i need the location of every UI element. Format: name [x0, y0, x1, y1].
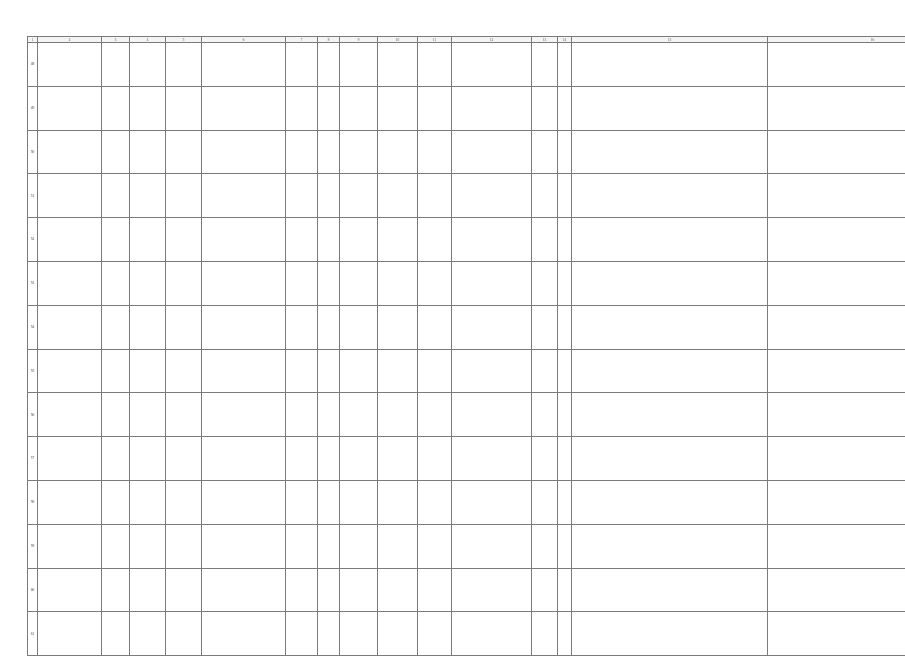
- table-cell: [340, 130, 378, 174]
- table-cell: [38, 480, 102, 524]
- column-number-cell: 14: [558, 37, 572, 43]
- table-cell: [532, 174, 558, 218]
- row-number-cell: 61: [28, 612, 38, 656]
- table-cell: [558, 43, 572, 87]
- table-cell: [38, 305, 102, 349]
- table-cell: [102, 86, 130, 130]
- table-cell: [130, 174, 166, 218]
- table-cell: [378, 218, 418, 262]
- table-row: [28, 393, 905, 437]
- table-cell: [452, 524, 532, 568]
- table-cell: [532, 218, 558, 262]
- table-cell: [166, 174, 202, 218]
- table-cell: [202, 130, 286, 174]
- table-cell: [452, 43, 532, 87]
- table-cell: [768, 524, 905, 568]
- table-cell: [38, 568, 102, 612]
- table-cell: [166, 43, 202, 87]
- table-cell: [558, 612, 572, 656]
- table-cell: [130, 568, 166, 612]
- table-cell: [286, 86, 318, 130]
- table-cell: [418, 218, 452, 262]
- table-cell: [532, 524, 558, 568]
- table-cell: [318, 305, 340, 349]
- table-cell: [38, 218, 102, 262]
- table-cell: [418, 612, 452, 656]
- table-cell: [768, 393, 905, 437]
- table-cell: [572, 43, 768, 87]
- table-cell: [452, 349, 532, 393]
- row-number-cell: 55: [28, 349, 38, 393]
- table-cell: [418, 305, 452, 349]
- table-cell: [318, 349, 340, 393]
- table-cell: [532, 480, 558, 524]
- table-cell: [378, 393, 418, 437]
- table-cell: [768, 349, 905, 393]
- table-cell: [202, 261, 286, 305]
- table-cell: [452, 218, 532, 262]
- table-cell: [102, 43, 130, 87]
- table-row: [28, 305, 905, 349]
- table-row: [28, 130, 905, 174]
- table-cell: [572, 480, 768, 524]
- table-cell: [768, 568, 905, 612]
- table-cell: [452, 393, 532, 437]
- table-cell: [768, 174, 905, 218]
- table-cell: [130, 349, 166, 393]
- table-cell: [418, 568, 452, 612]
- table-cell: [102, 349, 130, 393]
- table-cell: [38, 437, 102, 481]
- table-cell: [166, 130, 202, 174]
- table-cell: [202, 43, 286, 87]
- table-cell: [340, 174, 378, 218]
- table-cell: [768, 261, 905, 305]
- table-cell: [130, 393, 166, 437]
- table-cell: [340, 393, 378, 437]
- table-cell: [768, 437, 905, 481]
- table-cell: [286, 43, 318, 87]
- table-cell: [38, 261, 102, 305]
- table-cell: [572, 568, 768, 612]
- table-cell: [130, 130, 166, 174]
- table-cell: [38, 349, 102, 393]
- table-cell: [768, 218, 905, 262]
- table-row: [28, 174, 905, 218]
- table-cell: [452, 612, 532, 656]
- table-cell: [378, 612, 418, 656]
- table-cell: [532, 568, 558, 612]
- table-cell: [378, 43, 418, 87]
- table-cell: [418, 130, 452, 174]
- table-cell: [166, 612, 202, 656]
- table-body: [28, 37, 905, 656]
- table-cell: [572, 261, 768, 305]
- table-cell: [286, 524, 318, 568]
- table-cell: [418, 393, 452, 437]
- table-cell: [452, 305, 532, 349]
- table-cell: [378, 524, 418, 568]
- table-cell: [378, 86, 418, 130]
- table-cell: [202, 218, 286, 262]
- row-number-cell: 48: [28, 43, 38, 87]
- table-cell: [452, 568, 532, 612]
- table-cell: [572, 130, 768, 174]
- table-row: [28, 524, 905, 568]
- table-cell: [572, 612, 768, 656]
- table-cell: [378, 480, 418, 524]
- table-cell: [558, 305, 572, 349]
- table-cell: [286, 174, 318, 218]
- table-cell: [130, 305, 166, 349]
- column-number-cell: 7: [286, 37, 318, 43]
- table-cell: [558, 437, 572, 481]
- table-cell: [340, 218, 378, 262]
- table-cell: [166, 393, 202, 437]
- table-cell: [532, 43, 558, 87]
- table-cell: [340, 349, 378, 393]
- table-cell: [532, 130, 558, 174]
- table-cell: [558, 480, 572, 524]
- row-number-cell: 60: [28, 568, 38, 612]
- table-cell: [202, 86, 286, 130]
- table-cell: [130, 480, 166, 524]
- table-cell: [166, 218, 202, 262]
- table-cell: [340, 305, 378, 349]
- table-cell: [202, 393, 286, 437]
- table-cell: [102, 568, 130, 612]
- column-number-cell: 4: [130, 37, 166, 43]
- table-cell: [286, 305, 318, 349]
- table-cell: [318, 130, 340, 174]
- table-cell: [318, 437, 340, 481]
- table-row: [28, 568, 905, 612]
- table-cell: [286, 218, 318, 262]
- table-cell: [202, 524, 286, 568]
- table-cell: [202, 612, 286, 656]
- row-number-cell: 59: [28, 524, 38, 568]
- row-number-cell: 53: [28, 261, 38, 305]
- table-cell: [572, 218, 768, 262]
- table-cell: [286, 437, 318, 481]
- table-cell: [378, 261, 418, 305]
- table-cell: [768, 43, 905, 87]
- table-cell: [166, 261, 202, 305]
- table-cell: [318, 174, 340, 218]
- row-number-cell: 56: [28, 393, 38, 437]
- column-number-cell: 3: [102, 37, 130, 43]
- table-cell: [418, 524, 452, 568]
- table-cell: [572, 305, 768, 349]
- table-cell: [340, 437, 378, 481]
- row-number-cell: 49: [28, 86, 38, 130]
- table-cell: [130, 43, 166, 87]
- table-cell: [130, 261, 166, 305]
- table-cell: [38, 86, 102, 130]
- table-cell: [202, 349, 286, 393]
- table-cell: [130, 437, 166, 481]
- table-cell: [38, 43, 102, 87]
- table-cell: [38, 174, 102, 218]
- table-cell: [340, 612, 378, 656]
- table-cell: [340, 86, 378, 130]
- table-cell: [166, 305, 202, 349]
- table-cell: [378, 130, 418, 174]
- table-cell: [102, 393, 130, 437]
- table-cell: [378, 305, 418, 349]
- column-number-cell: 12: [452, 37, 532, 43]
- table-cell: [452, 480, 532, 524]
- table-cell: [378, 349, 418, 393]
- table-cell: [102, 305, 130, 349]
- table-cell: [452, 437, 532, 481]
- table-cell: [452, 174, 532, 218]
- table-cell: [102, 480, 130, 524]
- data-table: [27, 36, 905, 656]
- table-cell: [286, 480, 318, 524]
- table-cell: [166, 86, 202, 130]
- table-cell: [558, 174, 572, 218]
- table-cell: [768, 86, 905, 130]
- column-number-cell: 1: [28, 37, 38, 43]
- table-cell: [378, 568, 418, 612]
- column-number-cell: 9: [340, 37, 378, 43]
- row-number-cell: 51: [28, 174, 38, 218]
- table-cell: [572, 393, 768, 437]
- table-cell: [418, 261, 452, 305]
- table-cell: [286, 349, 318, 393]
- table-cell: [340, 261, 378, 305]
- table-cell: [558, 349, 572, 393]
- table-cell: [572, 437, 768, 481]
- table-cell: [102, 437, 130, 481]
- table-cell: [38, 524, 102, 568]
- table-cell: [558, 568, 572, 612]
- table-cell: [532, 437, 558, 481]
- table-cell: [318, 612, 340, 656]
- table-cell: [418, 349, 452, 393]
- table-cell: [768, 130, 905, 174]
- table-cell: [166, 524, 202, 568]
- table-cell: [202, 480, 286, 524]
- table-cell: [768, 305, 905, 349]
- table-cell: [130, 218, 166, 262]
- table-cell: [418, 437, 452, 481]
- row-number-cell: 50: [28, 130, 38, 174]
- table-cell: [286, 568, 318, 612]
- table-cell: [532, 86, 558, 130]
- table-cell: [378, 174, 418, 218]
- table-cell: [768, 612, 905, 656]
- table-cell: [38, 393, 102, 437]
- column-number-cell: 6: [202, 37, 286, 43]
- table-row: [28, 43, 905, 87]
- column-number-cell: 11: [418, 37, 452, 43]
- table-cell: [418, 43, 452, 87]
- table-cell: [318, 393, 340, 437]
- table-cell: [318, 524, 340, 568]
- table-cell: [318, 86, 340, 130]
- table-cell: [340, 568, 378, 612]
- table-cell: [166, 437, 202, 481]
- table-cell: [202, 568, 286, 612]
- table-cell: [768, 480, 905, 524]
- table-row: [28, 218, 905, 262]
- table-cell: [378, 437, 418, 481]
- table-cell: [286, 612, 318, 656]
- column-number-cell: 15: [572, 37, 768, 43]
- row-number-cell: 52: [28, 218, 38, 262]
- table-cell: [38, 130, 102, 174]
- column-number-cell: 13: [532, 37, 558, 43]
- table-cell: [130, 524, 166, 568]
- table-cell: [532, 349, 558, 393]
- column-number-cell: 10: [378, 37, 418, 43]
- table-cell: [102, 612, 130, 656]
- column-number-cell: 16: [768, 37, 905, 43]
- table-cell: [130, 612, 166, 656]
- table-row: [28, 480, 905, 524]
- table-cell: [558, 86, 572, 130]
- table-cell: [102, 218, 130, 262]
- table-cell: [452, 261, 532, 305]
- table-cell: [452, 86, 532, 130]
- table-cell: [102, 524, 130, 568]
- table-cell: [558, 130, 572, 174]
- table-cell: [166, 349, 202, 393]
- table-cell: [572, 349, 768, 393]
- row-number-cell: 58: [28, 480, 38, 524]
- table-cell: [418, 174, 452, 218]
- table-cell: [130, 86, 166, 130]
- table-cell: [572, 524, 768, 568]
- table-row: [28, 261, 905, 305]
- table-cell: [418, 86, 452, 130]
- table-cell: [340, 43, 378, 87]
- table-cell: [202, 437, 286, 481]
- table-cell: [452, 130, 532, 174]
- table-cell: [318, 218, 340, 262]
- table-cell: [318, 43, 340, 87]
- column-number-cell: 5: [166, 37, 202, 43]
- table-cell: [558, 393, 572, 437]
- table-row: [28, 437, 905, 481]
- table-cell: [102, 130, 130, 174]
- table-row: [28, 86, 905, 130]
- table-cell: [532, 261, 558, 305]
- table-cell: [38, 612, 102, 656]
- table-cell: [558, 218, 572, 262]
- row-number-cell: 57: [28, 437, 38, 481]
- table-cell: [318, 480, 340, 524]
- table-cell: [286, 393, 318, 437]
- table-cell: [202, 305, 286, 349]
- table-cell: [286, 130, 318, 174]
- row-number-cell: 54: [28, 305, 38, 349]
- table-cell: [532, 612, 558, 656]
- table-cell: [340, 480, 378, 524]
- column-number-cell: 8: [318, 37, 340, 43]
- table-cell: [572, 174, 768, 218]
- table-cell: [418, 480, 452, 524]
- table-cell: [572, 86, 768, 130]
- table-row: [28, 612, 905, 656]
- table-cell: [286, 261, 318, 305]
- table-cell: [340, 524, 378, 568]
- table-cell: [202, 174, 286, 218]
- table-cell: [318, 568, 340, 612]
- table-cell: [166, 480, 202, 524]
- table-cell: [558, 261, 572, 305]
- table-row: [28, 349, 905, 393]
- table-cell: [318, 261, 340, 305]
- table-cell: [102, 174, 130, 218]
- table-cell: [532, 393, 558, 437]
- table-cell: [166, 568, 202, 612]
- table-cell: [102, 261, 130, 305]
- table-cell: [532, 305, 558, 349]
- column-number-cell: 2: [38, 37, 102, 43]
- table-cell: [558, 524, 572, 568]
